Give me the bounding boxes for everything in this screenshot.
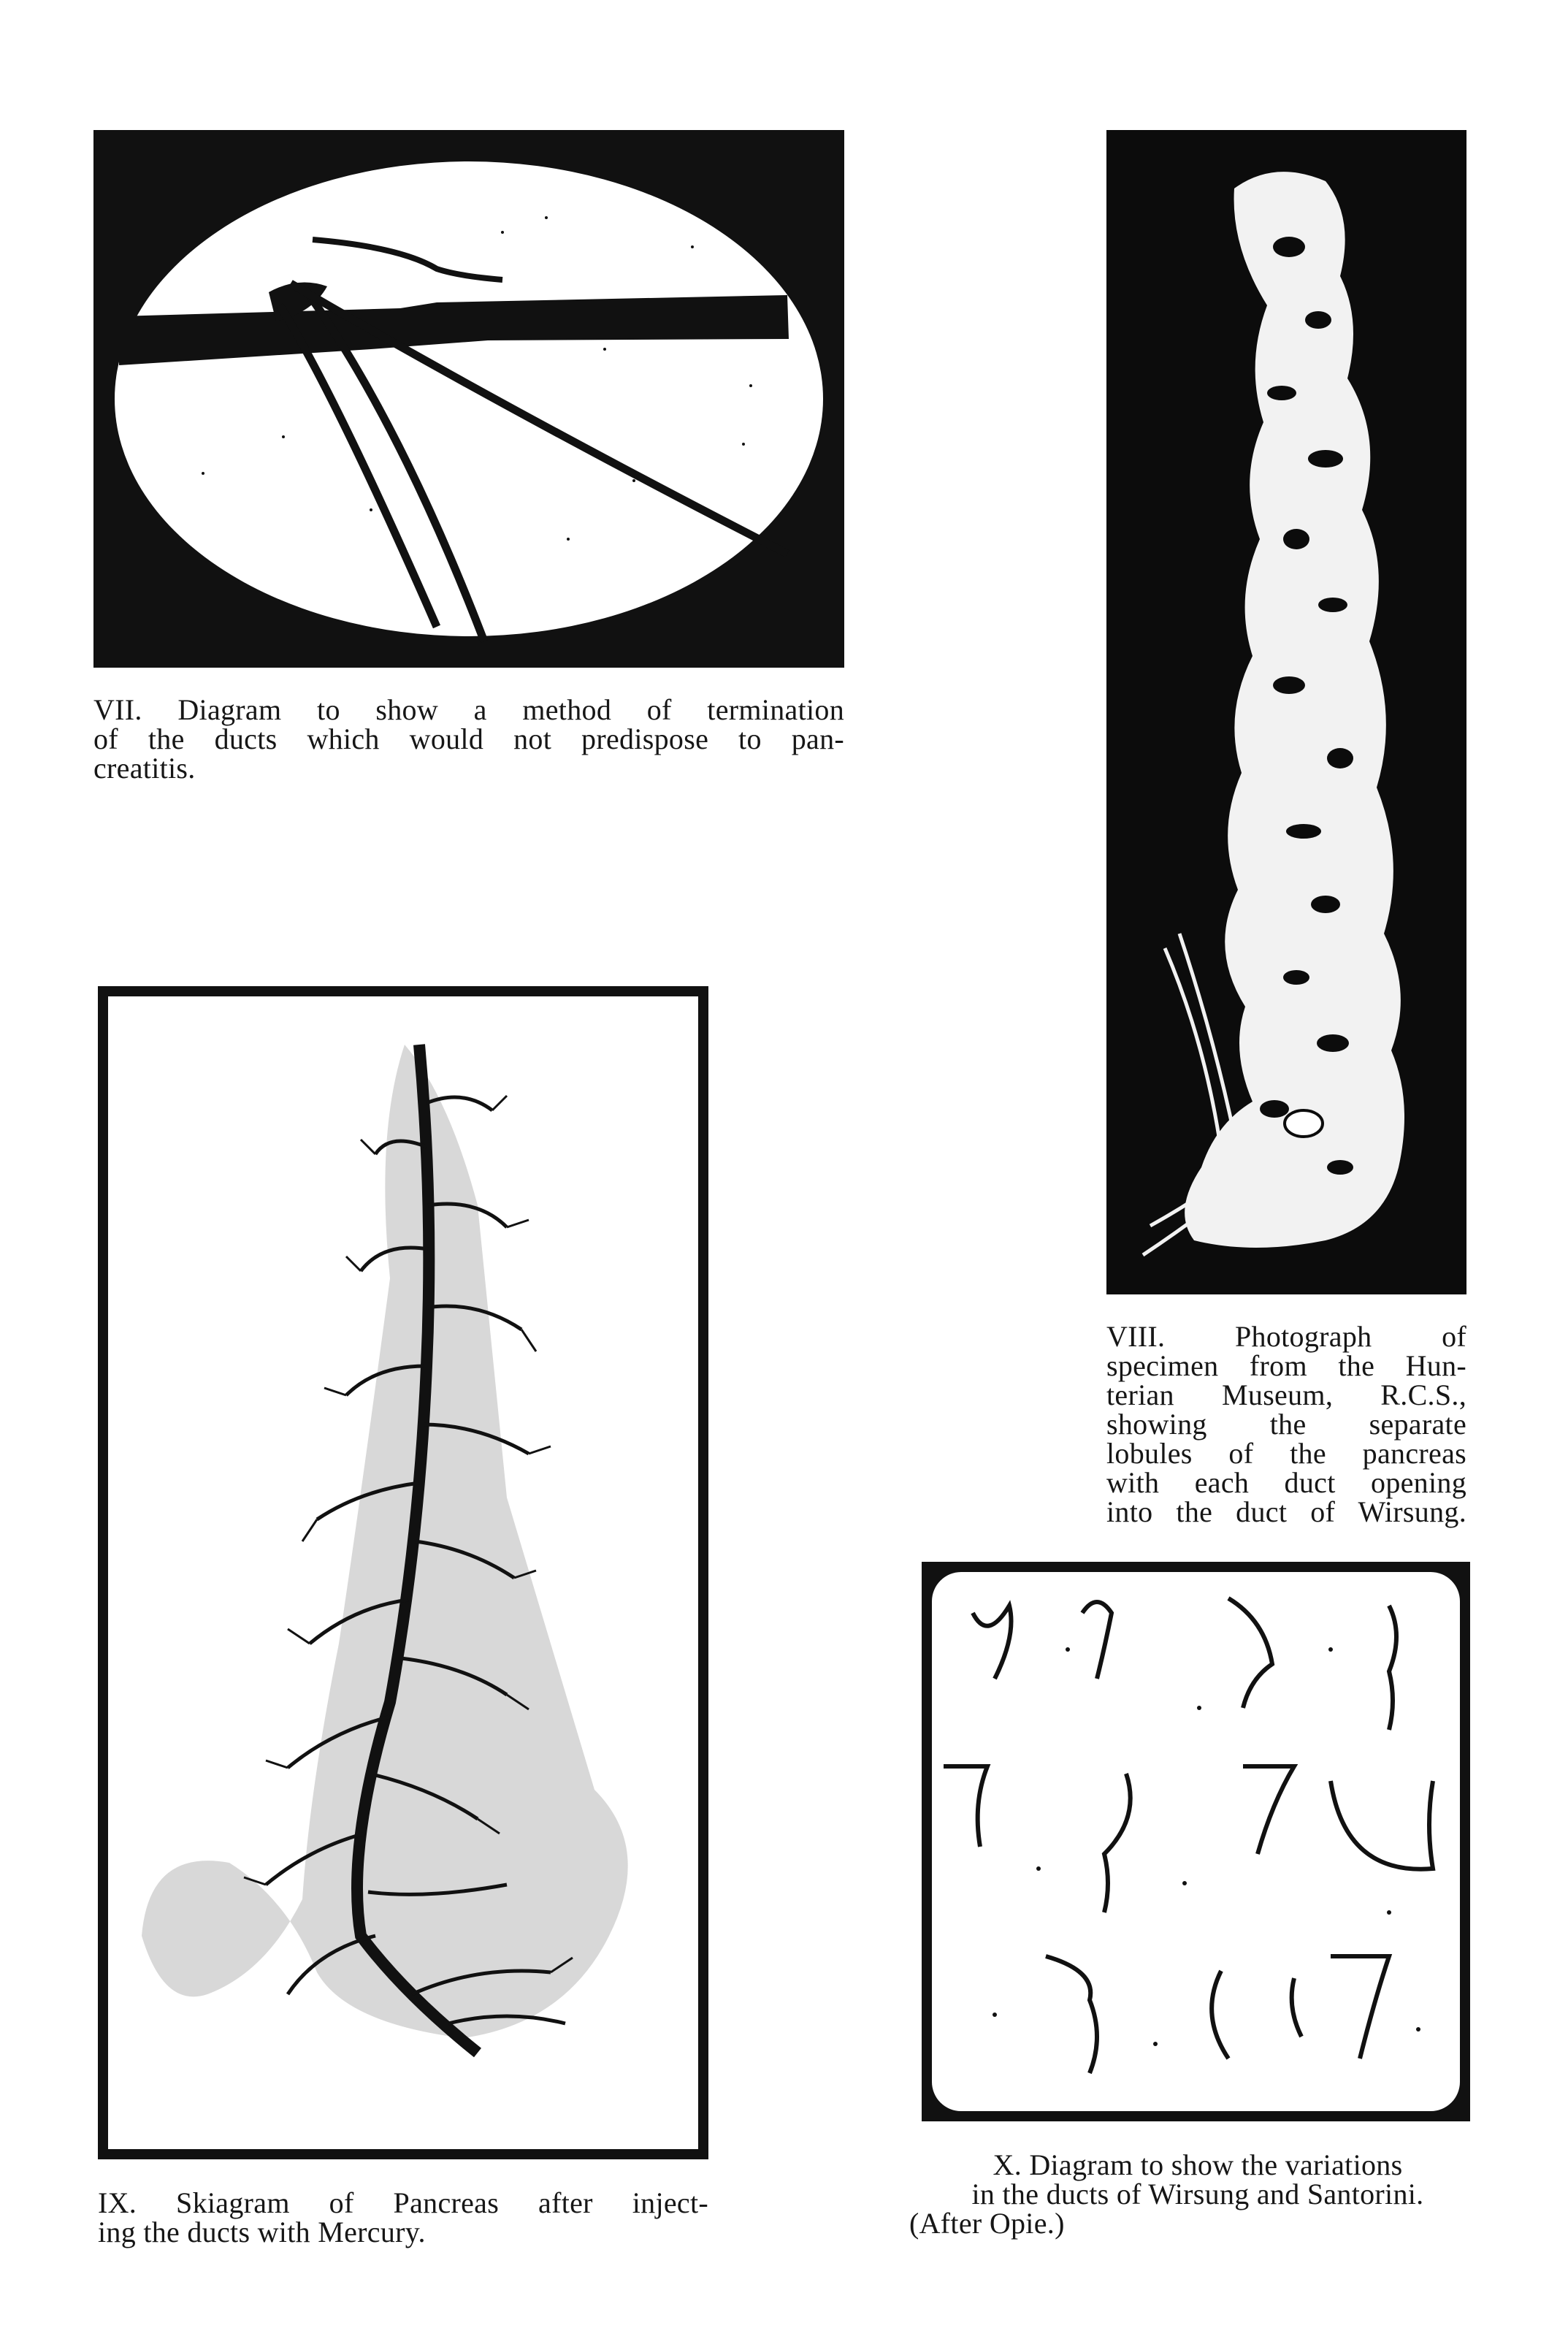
caption-line: of the ducts which would not predispose to pan- bbox=[93, 722, 844, 755]
caption-line: VIII. Photograph of bbox=[1106, 1320, 1466, 1353]
caption-line: showing the separate bbox=[1106, 1408, 1466, 1441]
caption-line: creatitis. bbox=[93, 752, 196, 785]
caption-line: into the duct of Wirsung. bbox=[1106, 1495, 1466, 1528]
figure-ix-skiagram-image bbox=[98, 986, 708, 2159]
figure-viii-photograph bbox=[1106, 130, 1466, 1294]
caption-line: VII. Diagram to show a method of termination bbox=[93, 693, 844, 726]
figure-vii-diagram bbox=[93, 130, 844, 668]
figure-ix-skiagram bbox=[98, 986, 708, 2159]
caption-line: IX. Skiagram of Pancreas after inject- bbox=[98, 2186, 708, 2219]
figure-vii-illustration bbox=[93, 130, 844, 668]
figure-ix-caption bbox=[98, 2186, 708, 2248]
caption-line: with each duct opening bbox=[1106, 1466, 1466, 1499]
figure-x-duct-variations bbox=[922, 1562, 1470, 2121]
caption-line: (After Opie.) bbox=[909, 2207, 1065, 2240]
caption-line: terian Museum, R.C.S., bbox=[1106, 1378, 1466, 1411]
caption-line: lobules of the pancreas bbox=[1106, 1437, 1466, 1470]
caption-line: X. Diagram to show the variations bbox=[993, 2148, 1403, 2181]
figure-vii-caption bbox=[93, 695, 844, 783]
caption-line: in the ducts of Wirsung and Santorini. bbox=[971, 2178, 1424, 2210]
caption-line: specimen from the Hun- bbox=[1106, 1349, 1466, 1382]
figure-viii-specimen-image bbox=[1106, 130, 1466, 1294]
figure-viii-caption bbox=[1106, 1322, 1466, 1527]
figure-x-diagram bbox=[922, 1562, 1470, 2121]
figure-x-caption bbox=[909, 2148, 1486, 2240]
caption-line: ing the ducts with Mercury. bbox=[98, 2216, 426, 2248]
